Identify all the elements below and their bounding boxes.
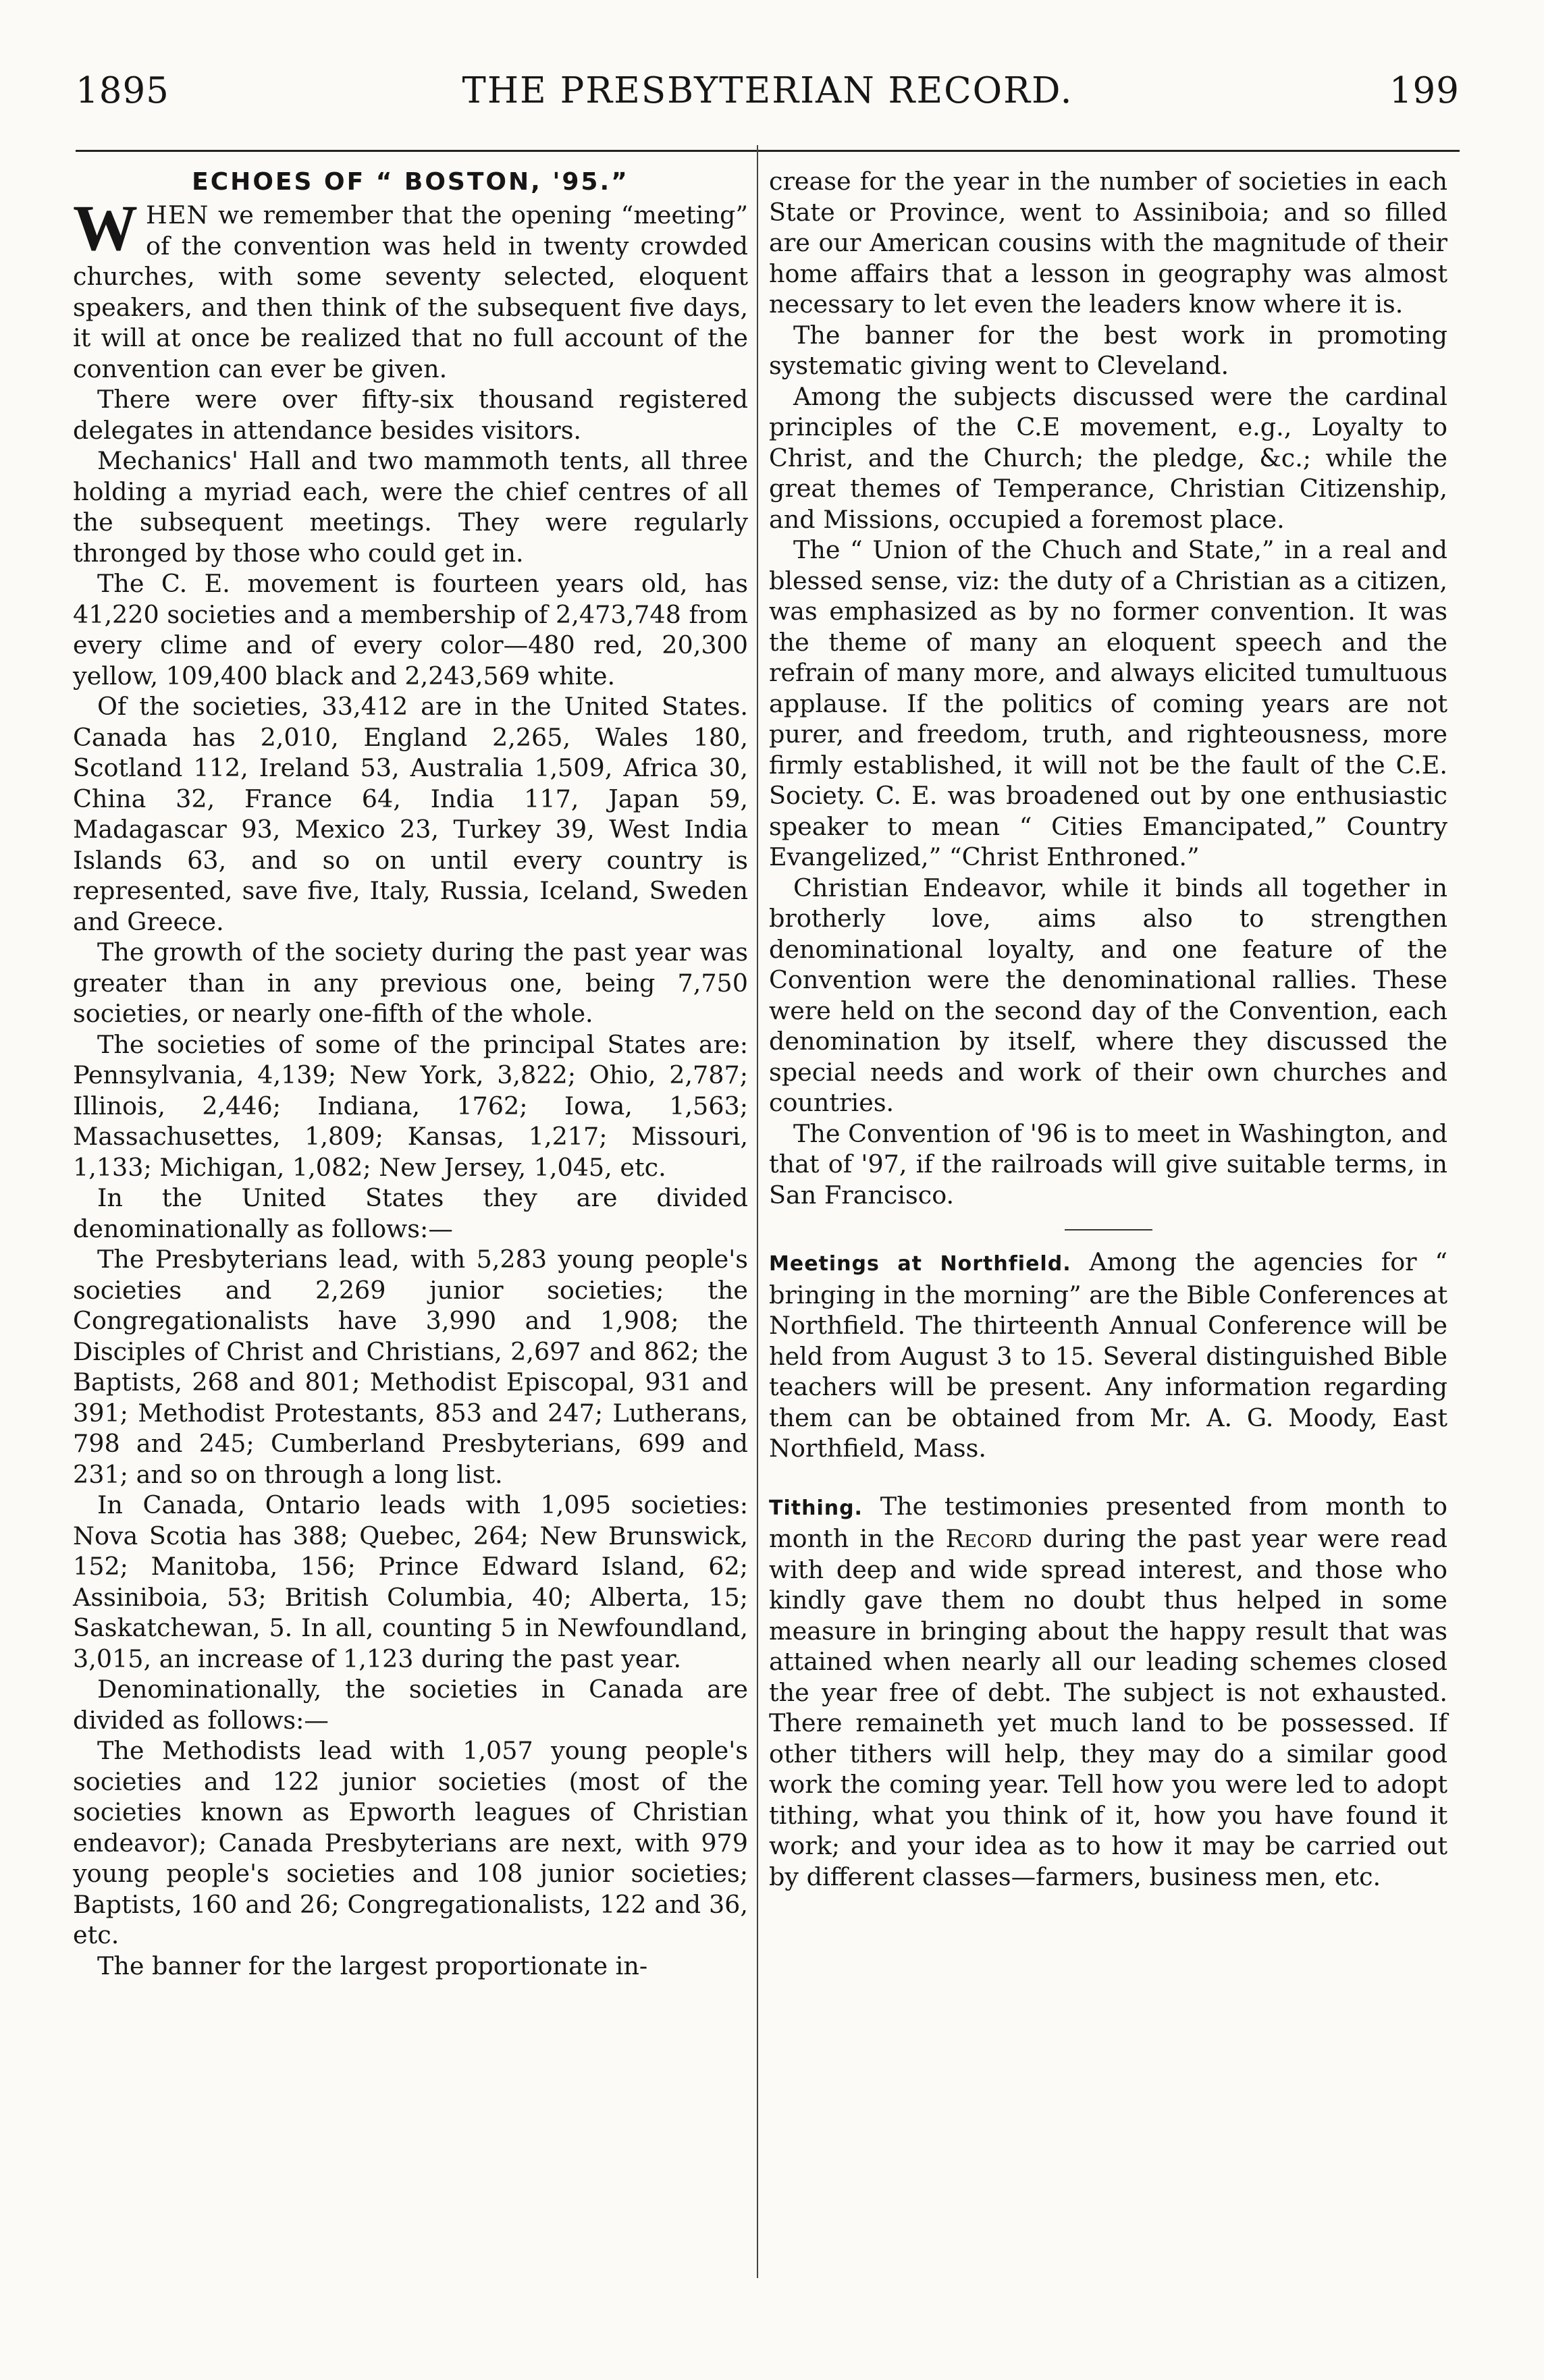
article-continuation: crease for the year in the number of societies in each State or Province, went to Assiniboia; and so filled are our American cousins with the magnitude of their home affairs that a lesson in geography was almost necessary to let even the leaders know where it is.: [769, 167, 1447, 319]
article-paragraph: The Convention of '96 is to meet in Washington, and that of '97, if the railroads will give suitable terms, in San Francisco.: [769, 1118, 1447, 1210]
article-paragraph: The banner for the best work in promoting systematic giving went to Cleveland.: [769, 320, 1447, 380]
tithing-heading: Tithing.: [769, 1496, 863, 1520]
article-paragraph: The C. E. movement is fourteen years old, has 41,220 societies and a membership of 2,473,748 from every clime and of every color—480 red, 20,300 yellow, 109,400 black and 2,243,569 white.: [73, 569, 748, 691]
northfield-notice: [769, 1247, 1447, 1464]
article-paragraph: The Presbyterians lead, with 5,283 young people's societies and 2,269 junior societies; the Congregationalists have 3,990 and 1,908; the Disciples of Christ and Christians, 2,697 and 862; the Baptists, 268 and 801; Methodist Episcopal, 931 and 391; Methodist Protestants, 853 and 247; Lutherans, 798 and 245; Cumberland Presbyterians, 699 and 231; and so on through a long list.: [73, 1245, 748, 1489]
article-paragraph: Denominationally, the societies in Canada are divided as follows:—: [73, 1675, 748, 1735]
article-first-paragraph: [73, 192, 748, 384]
record-word: Record: [945, 1524, 1032, 1553]
section-divider: [1065, 1229, 1152, 1230]
right-column: [769, 166, 1447, 1892]
tithing-notice: [769, 1491, 1447, 1893]
article-paragraph: The growth of the society during the past year was greater than in any previous one, being 7,750 societies, or nearly one-fifth of the whole.: [73, 938, 748, 1028]
article-paragraph: The banner for the largest proportionate in-: [97, 1951, 648, 1980]
drop-cap: W: [73, 192, 138, 264]
journal-title: THE PRESBYTERIAN RECORD.: [462, 70, 1073, 111]
article-title: ECHOES OF “ BOSTON, '95.”: [192, 168, 629, 196]
tithing-text-after: during the past year were read with deep and wide spread interest, and those who kindly gave them no doubt thus helped in some measure in bringing about the happy result that was attained when nearly all our leading schemes closed the year free of debt. The subject is not exhausted. There remaineth yet much land to be possessed. If other tithers will help, they may do a similar good work the coming year. Tell how you were led to adopt tithing, what you think of it, how you have found it work; and your idea as to how it may be carried out by different classes—farmers, business men, etc.: [769, 1524, 1447, 1891]
article-paragraph: In Canada, Ontario leads with 1,095 societies: Nova Scotia has 388; Quebec, 264; New Brunswick, 152; Manitoba, 156; Prince Edward Island, 62; Assiniboia, 53; British Columbia, 40; Alberta, 15; Saskatchewan, 5. In all, counting 5 in Newfoundland, 3,015, an increase of 1,123 during the past year.: [73, 1490, 748, 1673]
header-rule: [76, 150, 1460, 152]
article-paragraph: The “ Union of the Chuch and State,” in a real and blessed sense, viz: the duty of a Christian as a citizen, was emphasized as by no former convention. It was the theme of many an eloquent speech and the refrain of many more, and always elicited tumultuous applause. If the politics of coming years are not purer, and freedom, truth, and righteousness, more firmly established, it will not be the fault of the C.E. Society. C. E. was broadened out by one enthusiastic speaker to mean “ Cities Emancipated,” Country Evangelized,” “Christ Enthroned.”: [769, 535, 1447, 871]
left-column: [73, 166, 748, 1981]
article-paragraph: Christian Endeavor, while it binds all together in brotherly love, aims also to strengthen denominational loyalty, and one feature of the Convention were the denominational rallies. These were held on the second day of the Convention, each denomination by itself, where they discussed the special needs and work of their own churches and countries.: [769, 873, 1447, 1117]
drop-cap-rest: HEN: [146, 200, 209, 229]
article-paragraph: Mechanics' Hall and two mammoth tents, all three holding a myriad each, were the chief centres of all the subsequent meetings. They were regularly thronged by those who could get in.: [73, 446, 748, 568]
article-paragraph: The Methodists lead with 1,057 young people's societies and 122 junior societies (most of the societies known as Epworth leagues of Christian endeavor); Canada Presbyterians are next, with 979 young people's societies and 108 junior societies; Baptists, 160 and 26; Congregationalists, 122 and 36, etc.: [73, 1736, 748, 1949]
article-paragraph: There were over fifty-six thousand registered delegates in attendance besides visitors.: [73, 385, 748, 445]
article-paragraph: Among the subjects discussed were the cardinal principles of the C.E movement, e.g., Loyalty to Christ, and the Church; the pledge, &c.; while the great themes of Temperance, Christian Citizenship, and Missions, occupied a foremost place.: [769, 381, 1447, 534]
article-paragraph: Of the societies, 33,412 are in the United States. Canada has 2,010, England 2,265, Wales 180, Scotland 112, Ireland 53, Australia 1,509, Africa 30, China 32, France 64, India 117, Japan 59, Madagascar 93, Mexico 23, Turkey 39, West India Islands 63, and so on until every country is represented, save five, Italy, Russia, Iceland, Sweden and Greece.: [73, 692, 748, 936]
column-divider: [757, 145, 758, 2278]
article-paragraph: The societies of some of the principal States are: Pennsylvania, 4,139; New York, 3,822; Ohio, 2,787; Illinois, 2,446; Indiana, 1762; Iowa, 1,563; Massachusettes, 1,809; Kansas, 1,217; Missouri, 1,133; Michigan, 1,082; New Jersey, 1,045, etc.: [73, 1029, 748, 1182]
page-number: 199: [1389, 70, 1460, 111]
header-year: 1895: [76, 70, 169, 111]
first-paragraph-text: we remember that the opening “meeting” of the convention was held in twenty crowded churches, with some seventy selected, eloquent speakers, and then think of the subsequent five days, it will at once be realized that no full account of the convention can ever be given.: [73, 200, 748, 383]
running-header: [76, 70, 1460, 124]
northfield-heading: Meetings at Northfield.: [769, 1252, 1071, 1276]
article-paragraph: In the United States they are divided denominationally as follows:—: [73, 1183, 748, 1243]
northfield-text: Among the agencies for “ bringing in the morning” are the Bible Conferences at Northfield. The thirteenth Annual Conference will be held from August 3 to 15. Several distinguished Bible teachers will be present. Any information regarding them can be obtained from Mr. A. G. Moody, East Northfield, Mass.: [769, 1247, 1447, 1463]
tithing-text-before: The testimonies presented from month to month in the: [769, 1491, 1448, 1553]
